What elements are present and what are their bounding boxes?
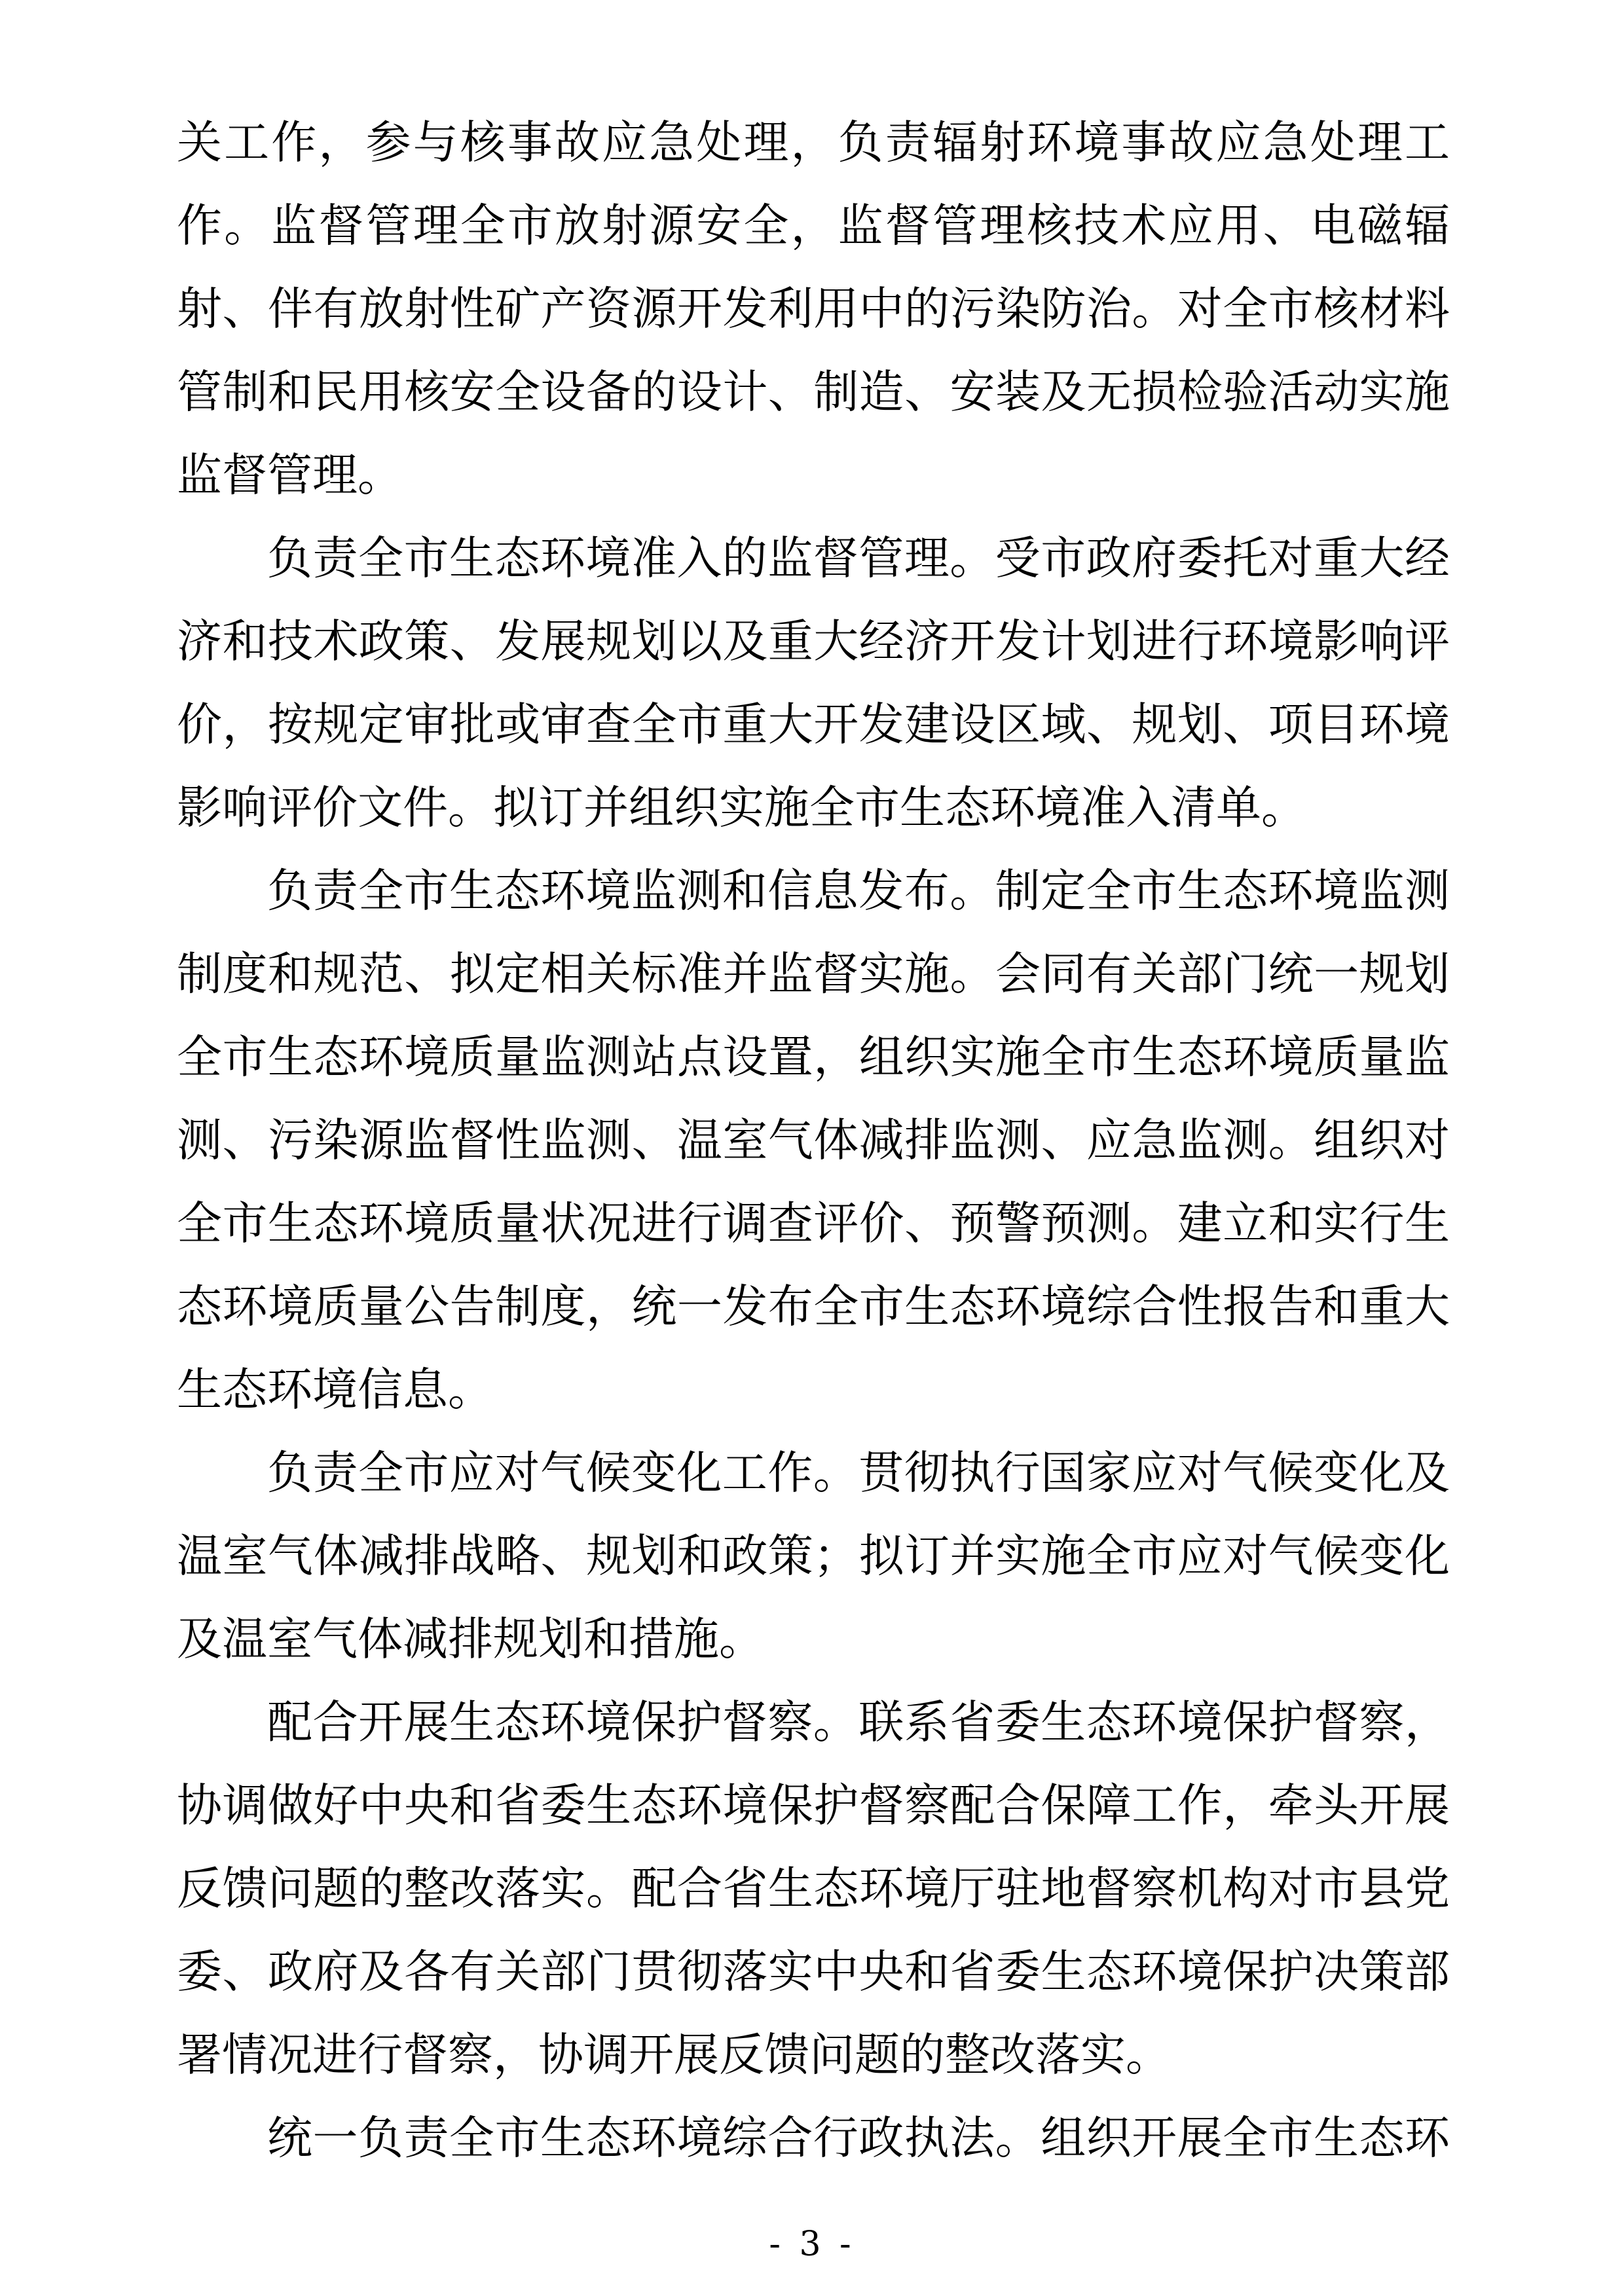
text-line: 协调做好中央和省委生态环境保护督察配合保障工作，牵头开展 [177,1779,1450,1832]
text-line: 影响评价文件。拟订并组织实施全市生态环境准入清单。 [177,782,1306,834]
text-line: 全市生态环境质量监测站点设置，组织实施全市生态环境质量监 [177,1031,1450,1084]
page-number: - 3 - [769,2225,855,2264]
text-line: 测、污染源监督性监测、温室气体减排监测、应急监测。组织对 [177,1114,1450,1167]
text-line: 关工作，参与核事故应急处理，负责辐射环境事故应急处理工 [177,117,1450,169]
text-line: 温室气体减排战略、规划和政策；拟订并实施全市应对气候变化 [177,1530,1450,1582]
text-line: 价，按规定审批或审查全市重大开发建设区域、规划、项目环境 [177,699,1450,751]
text-line: 配合开展生态环境保护督察。联系省委生态环境保护督察， [267,1696,1450,1749]
text-line: 负责全市生态环境准入的监督管理。受市政府委托对重大经 [267,532,1450,585]
text-line: 及温室气体减排规划和措施。 [177,1613,764,1666]
text-line: 管制和民用核安全设备的设计、制造、安装及无损检验活动实施 [177,366,1450,418]
text-line: 监督管理。 [177,449,403,501]
text-line: 全市生态环境质量状况进行调查评价、预警预测。建立和实行生 [177,1197,1450,1250]
text-line: 生态环境信息。 [177,1364,493,1416]
text-line: 制度和规范、拟定相关标准并监督实施。会同有关部门统一规划 [177,948,1450,1000]
text-line: 统一负责全市生态环境综合行政执法。组织开展全市生态环 [267,2112,1450,2164]
text-line: 反馈问题的整改落实。配合省生态环境厅驻地督察机构对市县党 [177,1863,1450,1915]
text-line: 作。监督管理全市放射源安全，监督管理核技术应用、电磁辐 [177,200,1450,252]
text-line: 署情况进行督察，协调开展反馈问题的整改落实。 [177,2029,1171,2081]
text-line: 委、政府及各有关部门贯彻落实中央和省委生态环境保护决策部 [177,1946,1450,1998]
text-line: 射、伴有放射性矿产资源开发利用中的污染防治。对全市核材料 [177,283,1450,335]
text-line: 济和技术政策、发展规划以及重大经济开发计划进行环境影响评 [177,615,1450,668]
text-line: 负责全市应对气候变化工作。贯彻执行国家应对气候变化及 [267,1447,1450,1499]
text-line: 态环境质量公告制度，统一发布全市生态环境综合性报告和重大 [177,1281,1450,1333]
page-body [177,101,1450,2180]
text-line: 负责全市生态环境监测和信息发布。制定全市生态环境监测 [267,865,1450,917]
